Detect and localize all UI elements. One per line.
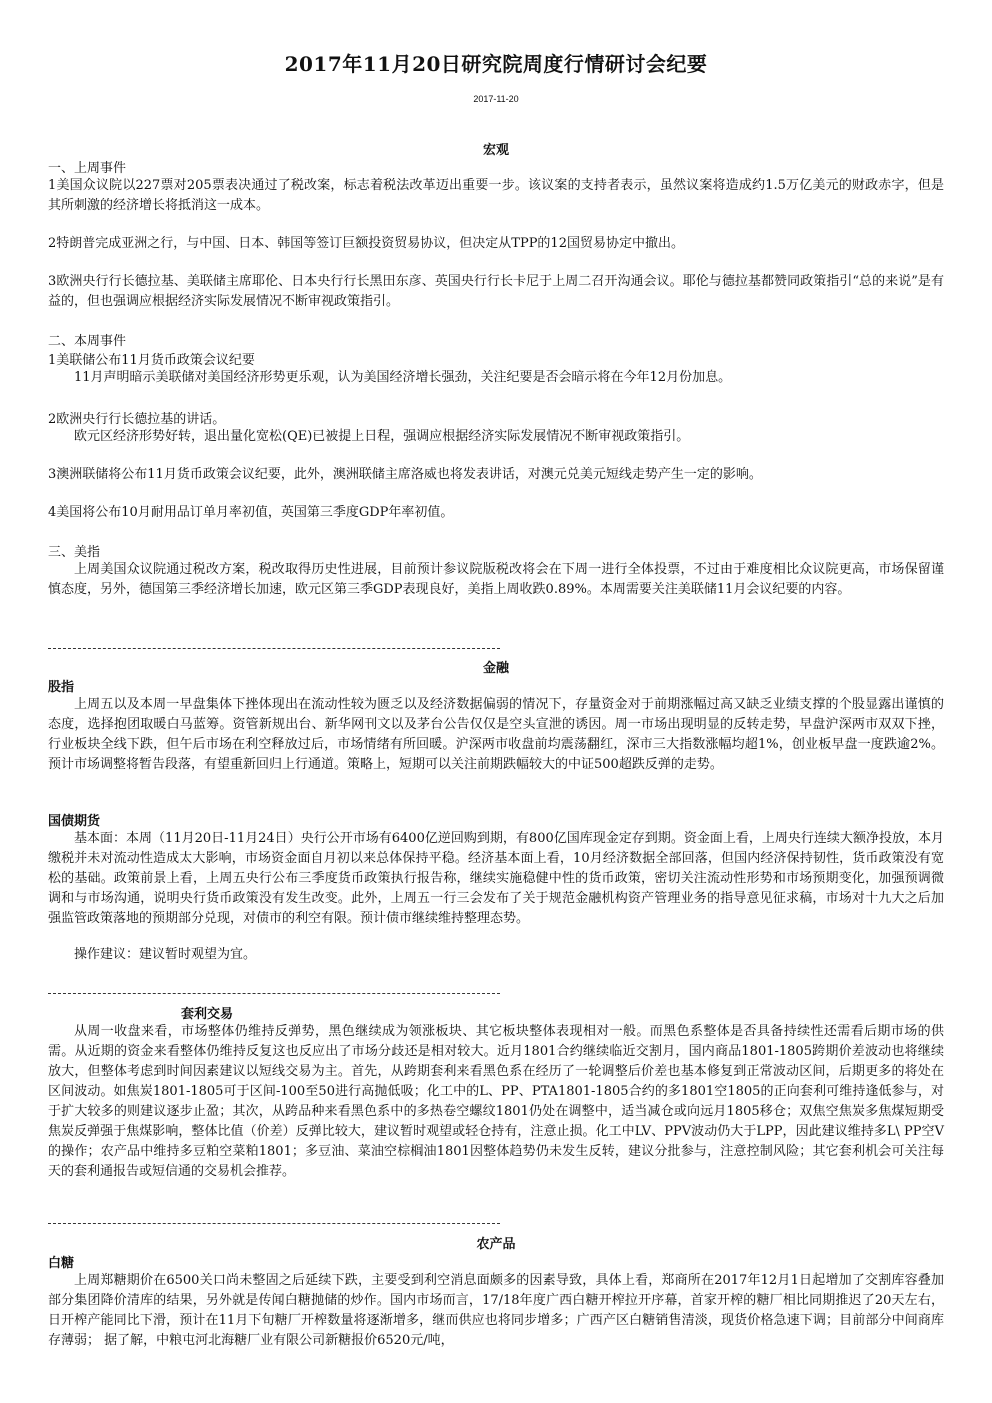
macro-paragraph-3: 3欧洲央行行长德拉基、美联储主席耶伦、日本央行行长黑田东彦、英国央行行长卡尼于上周二召开沟通会议。耶伦与德拉基都赞同政策指引“总的来说”是有益的，但也强调应根据经济实际发展情况不断审视政策指引。: [48, 274, 944, 309]
macro-dollar-paragraph: 上周美国众议院通过税改方案，税改取得历史性进展，目前预计参议院版税改将会在下周一进行全体投票，不过由于难度相比众议院更高，市场保留谨慎态度，另外，德国第三季经济增长加速，欧元区第三季GDP表现良好，美指上周收跌0.89%。本周需要关注美联储11月会议纪要的内容。: [48, 562, 944, 597]
section-title-finance: 金融: [482, 661, 509, 676]
macro-part2-heading: 二、本周事件: [48, 334, 127, 349]
macro-paragraph-1: 1美国众议院以227票对205票表决通过了税改案，标志着税法改革迈出重要一步。该议案的支持者表示，虽然议案将造成约1.5万亿美元的财政赤字，但是其所刺激的经济增长将抵消这一成本。: [48, 178, 944, 213]
macro-part1-heading: 一、上周事件: [48, 161, 127, 176]
document-date: 2017-11-20: [473, 94, 519, 104]
finance-stock-paragraph: 上周五以及本周一早盘集体下挫体现出在流动性较为匮乏以及经济数据偏弱的情况下，存量资金对于前期涨幅过高又缺乏业绩支撑的个股显露出谨慎的态度，选择抱团取暖白马蓝筹。资管新规出台、新华网刊文以及茅台公告仅仅是空头宣泄的诱因。周一市场出现明显的反转走势，早盘沪深两市双双下挫，行业板块全线下跌，但午后市场在利空释放过后，市场情绪有所回暖。沪深两市收盘前均震荡翻红，深市三大指数涨幅均超1%，创业板早盘一度跌逾2%。预计市场调整将暂告段落，有望重新回归上行通道。策略上，短期可以关注前期跌幅较大的中证500超跌反弹的走势。: [48, 697, 944, 772]
macro-event-1-body: 11月声明暗示美联储对美国经济形势更乐观，认为美国经济增长强劲，关注纪要是否会暗示将在今年12月份加息。: [74, 370, 732, 385]
macro-paragraph-2: 2特朗普完成亚洲之行，与中国、日本、韩国等签订巨额投资贸易协议，但决定从TPP的12国贸易协定中撤出。: [48, 236, 684, 251]
finance-bond-paragraph: 基本面：本周（11月20日-11月24日）央行公开市场有6400亿逆回购到期，有800亿国库现金定存到期。资金面上看，上周央行连续大额净投放，本月缴税并未对流动性造成太大影响，市场资金面自月初以来总体保持平稳。经济基本面上看，10月经济数据全部回落，但国内经济保持韧性，货币政策没有宽松的基础。政策前景上看，上周五央行公布三季度货币政策执行报告称，继续实施稳健中性的货币政策，密切关注流动性形势和市场预期变化，加强预调微调和与市场沟通，说明央行货币政策没有发生改变。此外，上周五一行三会发布了关于规范金融机构资产管理业务的指导意见征求稿，市场对十九大之后加强监管政策落地的预期部分兑现，对债市的利空有限。预计债市继续维持整理态势。: [48, 831, 944, 926]
document-title: 2017年11月20日研究院周度行情研讨会纪要: [284, 52, 708, 76]
agri-sugar-heading: 白糖: [48, 1256, 75, 1271]
macro-event-1-title: 1美联储公布11月货币政策会议纪要: [48, 353, 255, 368]
finance-bond-heading: 国债期货: [48, 814, 101, 829]
section-divider: [48, 1223, 500, 1224]
finance-stock-heading: 股指: [48, 680, 75, 695]
macro-part3-heading: 三、美指: [48, 545, 101, 560]
section-title-agri: 农产品: [476, 1237, 516, 1252]
arbitrage-paragraph: 从周一收盘来看，市场整体仍维持反弹势，黑色继续成为领涨板块、其它板块整体表现相对一般。而黑色系整体是否具备持续性还需看后期市场的供需。从近期的资金来看整体仍维持反复这也反应出了市场分歧还是相对较大。近月1801合约继续临近交割月，国内商品1801-1805跨期价差波动也将继续放大，但整体考虑到时间因素建议以短线交易为主。首先，从跨期套利来看黑色系在经历了一轮调整后价差也基本修复到正常波动区间，后期更多的将处在区间波动。如焦炭1801-1805可于区间-100至50进行高抛低吸；化工中的L、PP、PTA1801-1805合约的多1801空1805的正向套利可维持逢低参与，对于扩大较多的则建议逐步止盈；其次，从跨品种来看黑色系中的多热卷空螺纹1801仍处在调整中，适当减仓或向远月1805移仓；双焦空焦炭多焦煤短期受焦炭反弹强于焦煤影响，整体比值（价差）反弹比较大，建议暂时观望或轻仓持有，注意止损。化工中LV、PPV波动仍大于LPP，因此建议维持多L\ PP空V的操作；农产品中维持多豆粕空菜粕1801；多豆油、菜油空棕榈油1801因整体趋势仍未发生反转，建议分批参与，注意控制风险；其它套利机会可关注每天的套利通报告或短信通的交易机会推荐。: [48, 1024, 944, 1179]
macro-event-2-title: 2欧洲央行行长德拉基的讲话。: [48, 412, 226, 427]
section-title-arbitrage: 套利交易: [181, 1007, 234, 1022]
finance-bond-advice: 操作建议：建议暂时观望为宜。: [74, 947, 257, 962]
agri-sugar-paragraph: 上周郑糖期价在6500关口尚未整固之后延续下跌，主要受到利空消息面颇多的因素导致，具体上看，郑商所在2017年12月1日起增加了交割库容叠加部分集团降价清库的结果，另外就是传闻白糖抛储的炒作。国内市场而言，17/18年度广西白糖开榨拉开序幕，首家开榨的糖厂相比同期推迟了20天左右，日开榨产能同比下滑，预计在11月下旬糖厂开榨数量将逐渐增多，继而供应也将同步增多；广西产区白糖销售清淡，现货价格急速下调；目前部分中间商库存薄弱； 据了解，中粮屯河北海糖厂业有限公司新糖报价6520元/吨，: [48, 1273, 944, 1348]
macro-event-2-body: 欧元区经济形势好转，退出量化宽松(QE)已被提上日程，强调应根据经济实际发展情况不断审视政策指引。: [74, 429, 690, 444]
section-divider: [48, 648, 500, 649]
macro-event-4: 4美国将公布10月耐用品订单月率初值，英国第三季度GDP年率初值。: [48, 505, 454, 520]
section-title-macro: 宏观: [482, 143, 509, 158]
section-divider: [48, 993, 500, 994]
macro-event-3: 3澳洲联储将公布11月货币政策会议纪要，此外，澳洲联储主席洛威也将发表讲话，对澳元兑美元短线走势产生一定的影响。: [48, 467, 762, 482]
